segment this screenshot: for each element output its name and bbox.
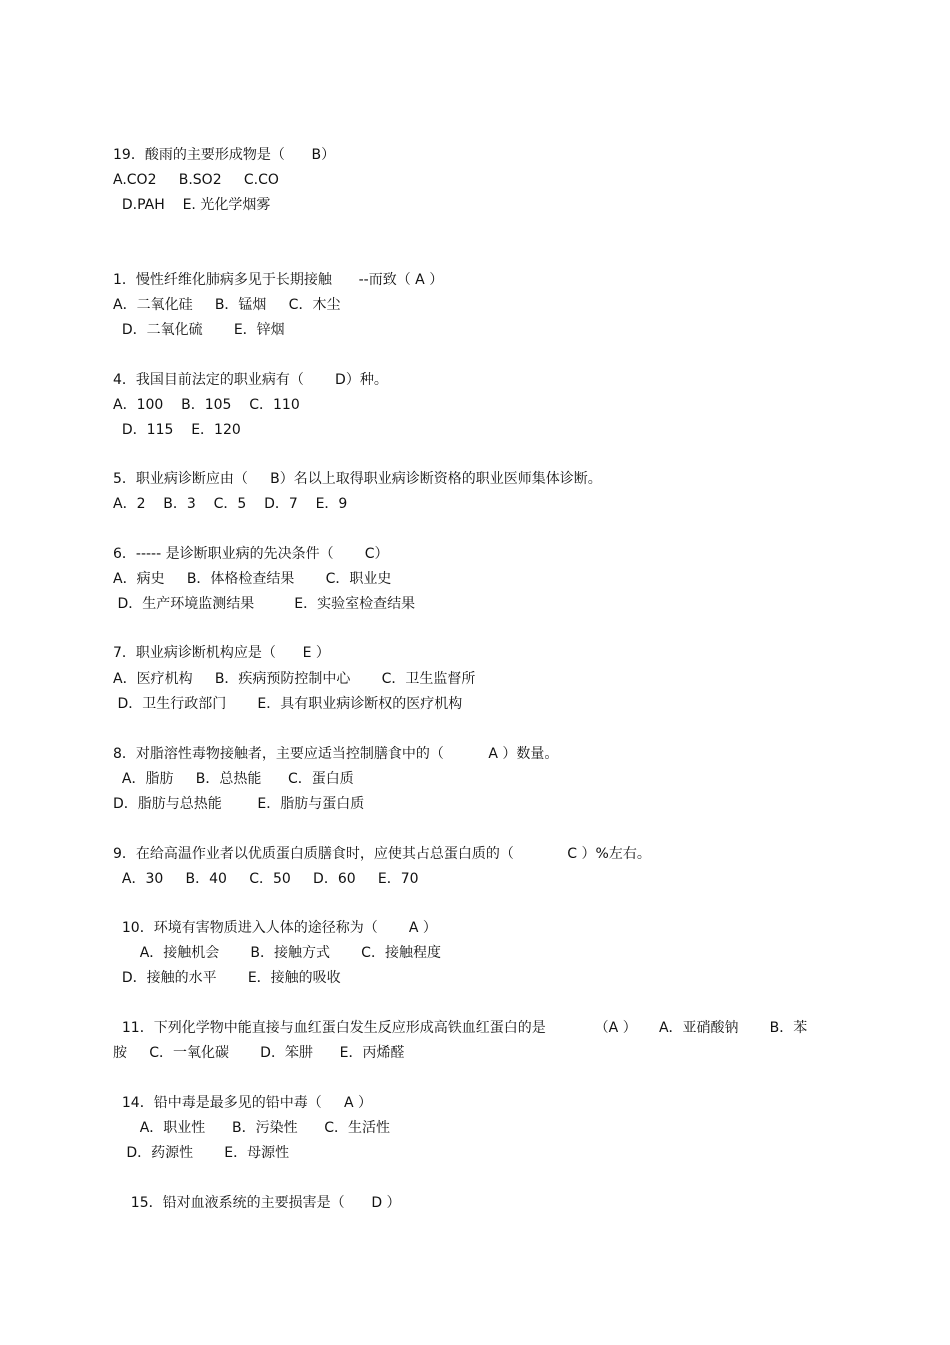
q11-stem-continued: 胺 C．一氧化碳 D．笨肼 E．丙烯醛: [113, 1045, 405, 1061]
q4-options-row1: A．100 B．105 C．110: [113, 397, 300, 413]
q8-options-row2: D．脂肪与总热能 E．脂肪与蛋白质: [113, 796, 365, 812]
q14-options-row2: D．药源性 E．母源性: [113, 1145, 290, 1161]
q9-options: A．30 B．40 C．50 D．60 E．70: [113, 871, 419, 887]
q15-stem: 15．铅对血液系统的主要损害是（ D ）: [113, 1195, 401, 1211]
q4-options-row2: D．115 E．120: [113, 422, 241, 438]
q19-options-row1: A.CO2 B.SO2 C.CO: [113, 172, 279, 188]
q5-options: A．2 B．3 C．5 D．7 E．9: [113, 496, 348, 512]
q5-stem: 5．职业病诊断应由（ B）名以上取得职业病诊断资格的职业医师集体诊断。: [113, 471, 602, 487]
q11-stem: 11．下列化学物中能直接与血红蛋白发生反应形成高铁血红蛋白的是 （A ） A．亚硝酸钠 B．苯: [113, 1020, 808, 1036]
q19-options-row2: D.PAH E. 光化学烟雾: [113, 197, 271, 213]
q10-options-row2: D．接触的水平 E．接触的吸收: [113, 970, 341, 986]
q10-options-row1: A．接触机会 B．接触方式 C．接触程度: [113, 945, 441, 961]
q6-options-row1: A．病史 B．体格检查结果 C．职业史: [113, 571, 392, 587]
q19-stem: 19．酸雨的主要形成物是（ B）: [113, 147, 336, 163]
q6-options-row2: D．生产环境监测结果 E．实验室检查结果: [113, 596, 416, 612]
q6-stem: 6．----- 是诊断职业病的先决条件（ C）: [113, 546, 389, 562]
q7-stem: 7．职业病诊断机构应是（ E ）: [113, 645, 330, 661]
q7-options-row2: D．卫生行政部门 E．具有职业病诊断权的医疗机构: [113, 696, 463, 712]
q8-stem: 8．对脂溶性毒物接触者，主要应适当控制膳食中的（ A ）数量。: [113, 746, 559, 762]
q4-stem: 4．我国目前法定的职业病有（ D）种。: [113, 372, 388, 388]
q1-options-row1: A．二氧化硅 B．锰烟 C．木尘: [113, 297, 341, 313]
q14-options-row1: A．职业性 B．污染性 C．生活性: [113, 1120, 391, 1136]
q9-stem: 9．在给高温作业者以优质蛋白质膳食时，应使其占总蛋白质的（ C ）%左右。: [113, 846, 651, 862]
q7-options-row1: A．医疗机构 B．疾病预防控制中心 C．卫生监督所: [113, 671, 476, 687]
q1-stem: 1．慢性纤维化肺病多见于长期接触 --而致（ A ）: [113, 272, 444, 288]
q8-options-row1: A．脂肪 B．总热能 C．蛋白质: [113, 771, 354, 787]
q10-stem: 10．环境有害物质进入人体的途径称为（ A ）: [113, 920, 437, 936]
q1-options-row2: D．二氧化硫 E．锌烟: [113, 322, 285, 338]
q14-stem: 14．铅中毒是最多见的铅中毒（ A ）: [113, 1095, 372, 1111]
